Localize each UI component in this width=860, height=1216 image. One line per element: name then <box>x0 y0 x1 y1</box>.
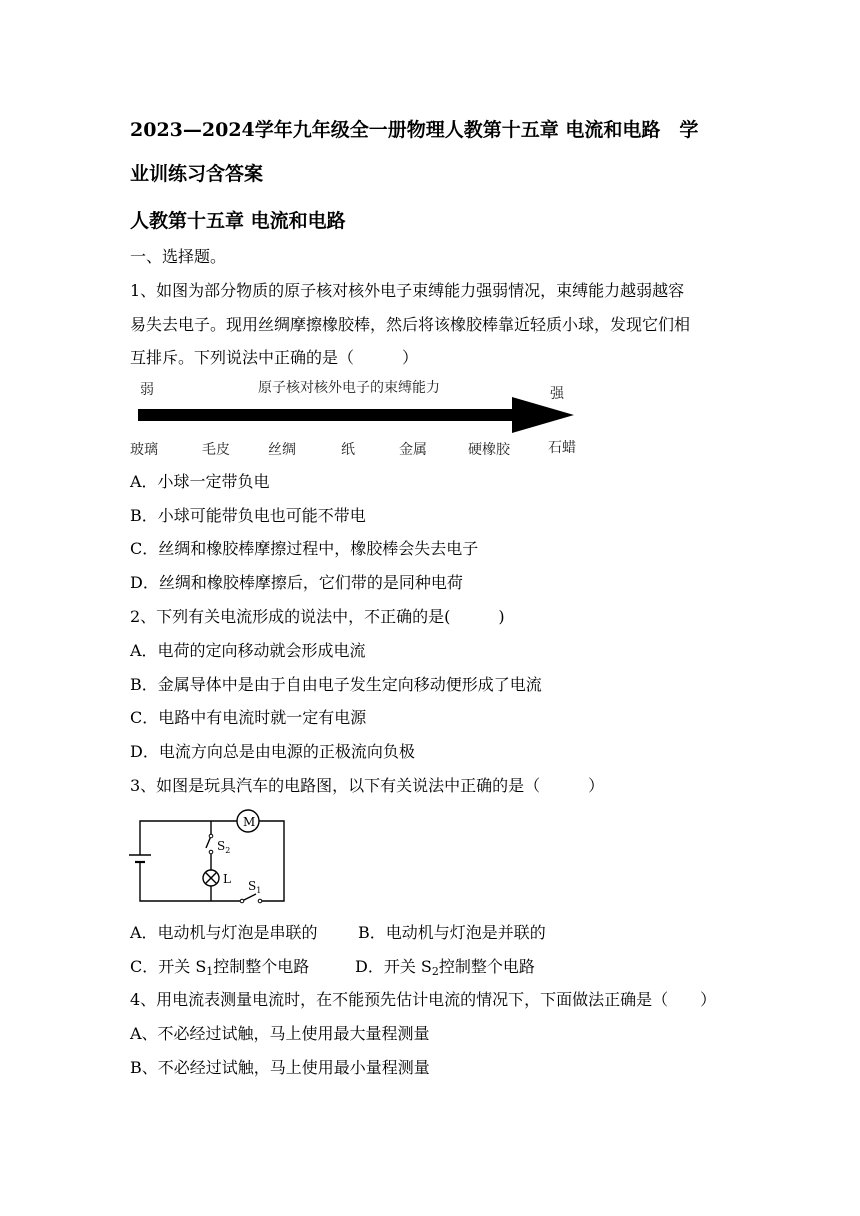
q1-option-b: B．小球可能带负电也可能不带电 <box>130 506 366 525</box>
q3-option-b: B．电动机与灯泡是并联的 <box>358 923 546 942</box>
binding-strength-arrow <box>138 397 574 433</box>
q3-option-c: C．开关 $S_1$控制整个电路 <box>130 957 310 978</box>
switch-s1-label: $S_1$ <box>248 879 262 895</box>
toy-car-circuit-diagram <box>124 808 290 908</box>
material-label: 硬橡胶 <box>468 441 510 457</box>
switch-s2-label: $S_2$ <box>217 839 231 855</box>
material-label: 毛皮 <box>202 441 230 457</box>
document-title-line-1: 2023—2024学年九年级全一册物理人教第十五章 电流和电路 学 <box>130 119 699 141</box>
q1-stem-line-3: 互排斥。下列说法中正确的是（ ） <box>130 348 419 367</box>
switch-s1-icon <box>242 894 256 901</box>
q1-option-c: C．丝绸和橡胶棒摩擦过程中，橡胶棒会失去电子 <box>130 539 479 558</box>
material-label: 玻璃 <box>130 441 158 457</box>
material-label: 纸 <box>341 441 355 457</box>
q3-option-d: D．开关 $S_2$控制整个电路 <box>355 957 535 978</box>
q1-option-d: D．丝绸和橡胶棒摩擦后，它们带的是同种电荷 <box>130 573 463 592</box>
strong-label: 强 <box>550 385 564 401</box>
q3-stem: 3、如图是玩具汽车的电路图，以下有关说法中正确的是（ ） <box>130 776 605 795</box>
arrow-caption: 原子核对核外电子的束缚能力 <box>258 379 440 395</box>
material-label: 丝绸 <box>268 441 296 457</box>
material-label: 金属 <box>399 441 427 457</box>
section-heading: 一、选择题。 <box>130 247 227 266</box>
weak-label: 弱 <box>140 381 154 397</box>
motor-label: M <box>243 815 256 829</box>
q1-stem-line-1: 1、如图为部分物质的原子核对核外电子束缚能力强弱情况，束缚能力越弱越容 <box>130 281 685 300</box>
chapter-heading: 人教第十五章 电流和电路 <box>130 210 346 232</box>
q3-option-a: A．电动机与灯泡是串联的 <box>130 923 318 942</box>
q2-option-c: C．电路中有电流时就一定有电源 <box>130 708 367 727</box>
q2-stem: 2、下列有关电流形成的说法中，不正确的是( ) <box>130 607 505 626</box>
q4-option-a: A、不必经过试触，马上使用最大量程测量 <box>130 1024 430 1043</box>
q2-option-b: B．金属导体中是由于自由电子发生定向移动便形成了电流 <box>130 675 542 694</box>
document-title-line-2: 业训练习含答案 <box>130 163 264 185</box>
q2-option-d: D．电流方向总是由电源的正极流向负极 <box>130 742 415 761</box>
q4-stem: 4、用电流表测量电流时，在不能预先估计电流的情况下，下面做法正确是（ ） <box>130 990 717 1009</box>
q4-option-b: B、不必经过试触，马上使用最小量程测量 <box>130 1058 430 1077</box>
lamp-label: L <box>223 872 231 886</box>
q2-option-a: A．电荷的定向移动就会形成电流 <box>130 641 366 660</box>
material-label: 石蜡 <box>548 439 576 455</box>
q1-stem-line-2: 易失去电子。现用丝绸摩擦橡胶棒，然后将该橡胶棒靠近轻质小球，发现它们相 <box>130 315 691 334</box>
circuit-wire <box>259 821 284 901</box>
electron-binding-arrow-figure <box>128 378 588 464</box>
q1-option-a: A．小球一定带负电 <box>130 472 270 491</box>
